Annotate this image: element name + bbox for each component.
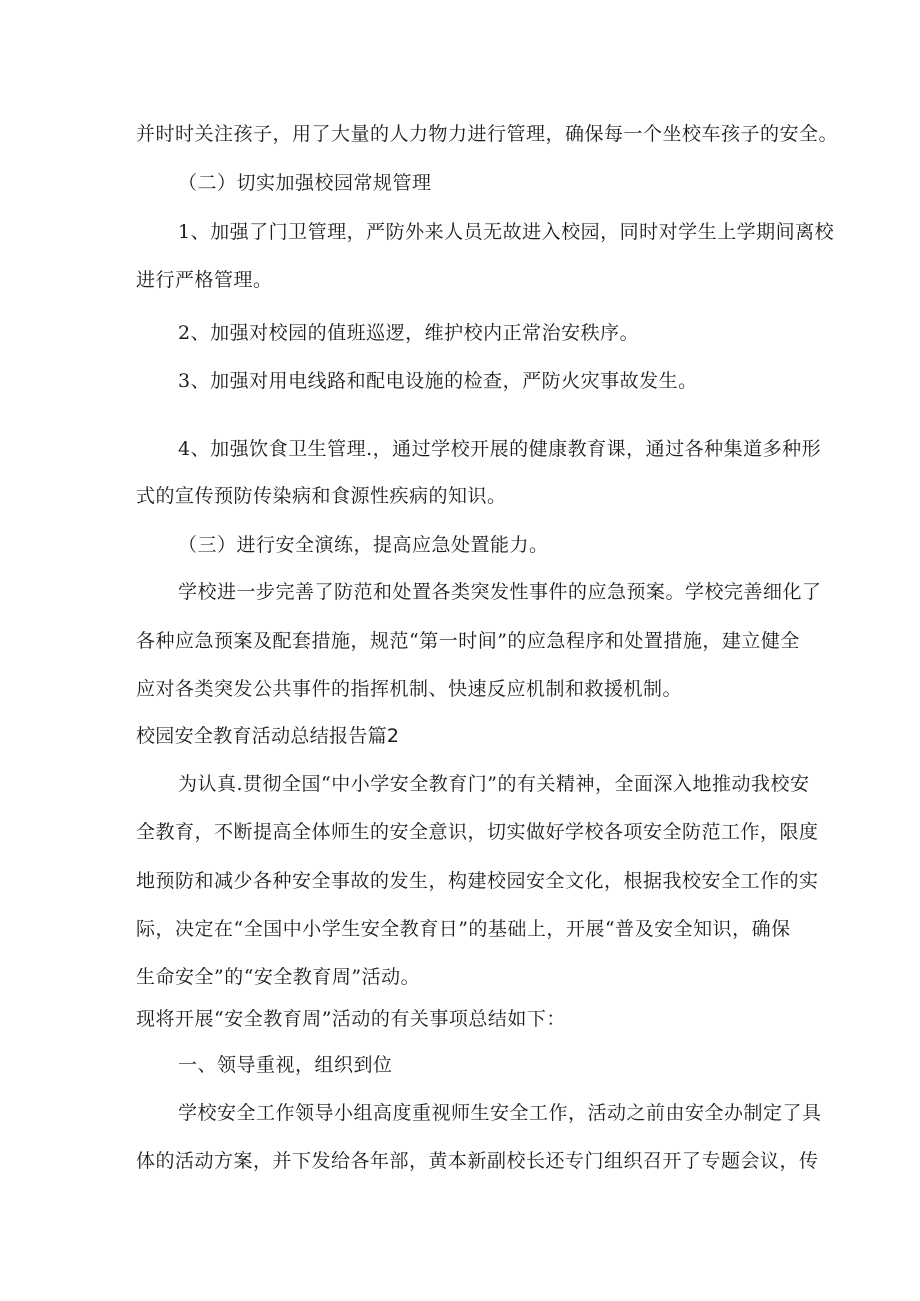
paragraph-line: 体的活动方案，并下发给各年部，黄本新副校长还专门组织召开了专题会议，传 bbox=[136, 1150, 819, 1172]
section-subheading: 一、领导重视，组织到位 bbox=[178, 1054, 393, 1076]
paragraph-line: 4、加强饮食卫生管理.，通过学校开展的健康教育课，通过各种集道多种形 bbox=[178, 438, 822, 460]
paragraph-line: 并时时关注孩子，用了大量的人力物力进行管理，确保每一个坐校车孩子的安全。 bbox=[136, 123, 839, 145]
section-subheading: （三）进行安全演练，提高应急处置能力。 bbox=[178, 534, 549, 556]
paragraph-line: 式的宣传预防传染病和食源性疾病的知识。 bbox=[136, 485, 507, 507]
paragraph-line: 地预防和减少各种安全事故的发生，构建校园安全文化，根据我校安全工作的实 bbox=[136, 870, 819, 892]
paragraph-line: 1、加强了门卫管理，严防外来人员无故进入校园，同时对学生上学期间离校 bbox=[178, 221, 835, 243]
section-subheading: （二）切实加强校园常规管理 bbox=[178, 172, 432, 194]
paragraph-line: 际，决定在“全国中小学生安全教育日”的基础上，开展“普及安全知识，确保 bbox=[136, 918, 791, 940]
section-heading: 校园安全教育活动总结报告篇2 bbox=[136, 725, 400, 747]
paragraph-line: 2、加强对校园的值班巡逻，维护校内正常治安秩序。 bbox=[178, 322, 640, 344]
paragraph-line: 生命安全”的“安全教育周”活动。 bbox=[136, 966, 421, 988]
paragraph-line: 各种应急预案及配套措施，规范“第一时间”的应急程序和处置措施，建立健全 bbox=[136, 630, 800, 652]
paragraph-line: 进行严格管理。 bbox=[136, 269, 273, 291]
paragraph-line: 应对各类突发公共事件的指挥机制、快速反应机制和救援机制。 bbox=[136, 678, 683, 700]
paragraph-line: 学校进一步完善了防范和处置各类突发性事件的应急预案。学校完善细化了 bbox=[178, 581, 822, 603]
paragraph-line: 现将开展“安全教育周”活动的有关事项总结如下： bbox=[136, 1008, 566, 1030]
paragraph-line: 为认真.贯彻全国“中小学安全教育门”的有关精神，全面深入地推动我校安 bbox=[178, 773, 810, 795]
paragraph-line: 全教育，不断提高全体师生的安全意识，切实做好学校各项安全防范工作，限度 bbox=[136, 821, 819, 843]
paragraph-line: 学校安全工作领导小组高度重视师生安全工作，活动之前由安全办制定了具 bbox=[178, 1102, 822, 1124]
paragraph-line: 3、加强对用电线路和配电设施的检查，严防火灾事故发生。 bbox=[178, 370, 698, 392]
